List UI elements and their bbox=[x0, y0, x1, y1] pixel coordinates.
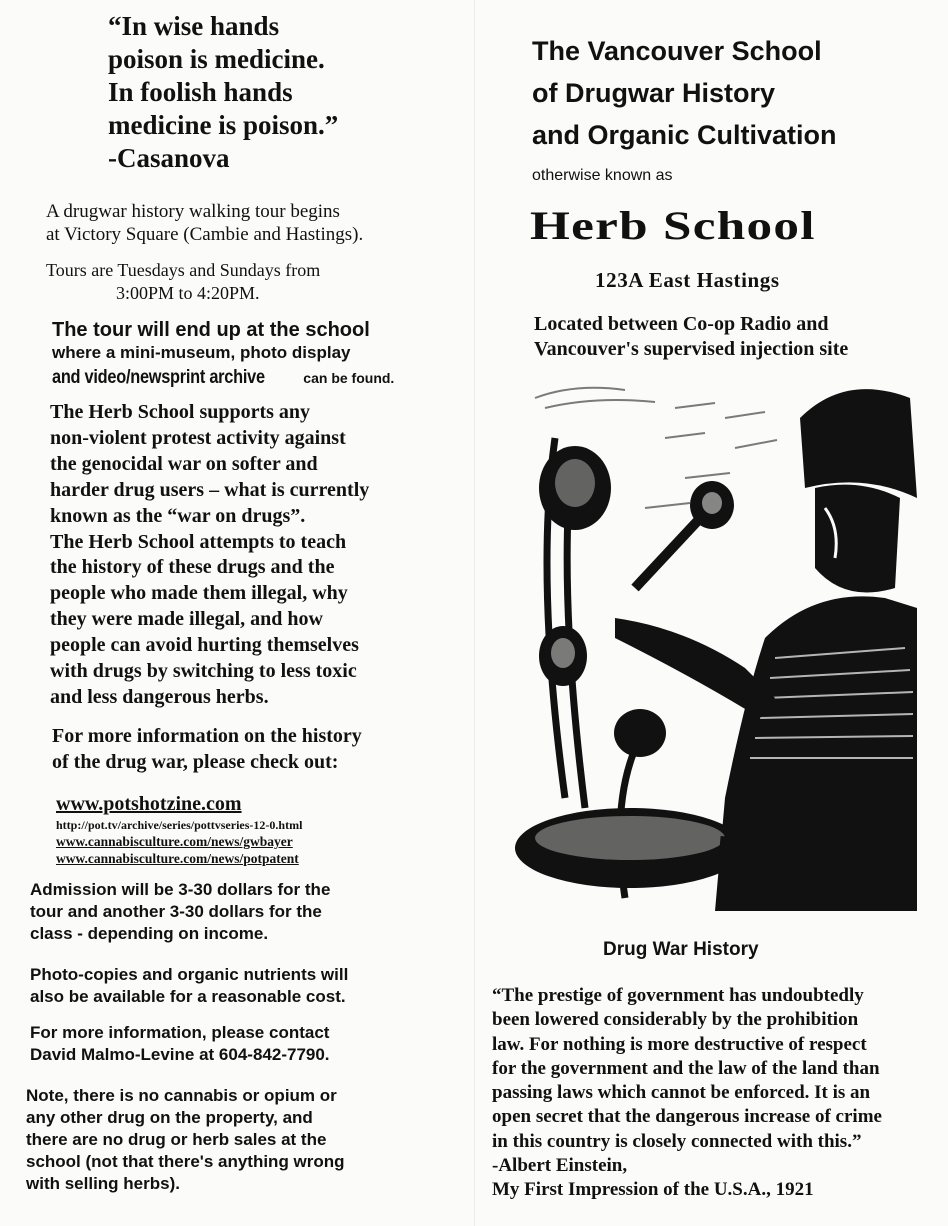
text-line: also be available for a reasonable cost. bbox=[30, 987, 346, 1006]
quote-attribution: -Albert Einstein, bbox=[492, 1155, 628, 1177]
tour-times-text bbox=[46, 259, 320, 305]
text-line: The tour will end up at the school bbox=[52, 319, 370, 341]
text-line: Photo-copies and organic nutrients will bbox=[30, 965, 349, 984]
text-line: the genocidal war on softer and bbox=[50, 452, 318, 475]
text-line: known as the “war on drugs”. bbox=[50, 504, 306, 527]
text-line: where a mini-museum, photo display bbox=[52, 343, 351, 362]
text-line: 3:00PM to 4:20PM. bbox=[116, 283, 260, 303]
text-line: Note, there is no cannabis or opium or bbox=[26, 1086, 337, 1105]
tour-end-text bbox=[52, 318, 394, 391]
text-line: they were made illegal, and how bbox=[50, 608, 323, 631]
text-line: class - depending on income. bbox=[30, 924, 269, 943]
pottv-link[interactable]: http://pot.tv/archive/series/pottvseries-12-0.html bbox=[56, 818, 303, 832]
text-line: Admission will be 3-30 dollars for the bbox=[30, 880, 331, 899]
photocopies-text bbox=[30, 964, 348, 1008]
text-line: A drugwar history walking tour begins bbox=[46, 201, 340, 222]
text-line: people can avoid hurting themselves bbox=[50, 634, 359, 657]
text-line: law. For nothing is more destructive of respect bbox=[492, 1033, 867, 1055]
text-line bbox=[52, 364, 394, 391]
woodcut-illustration bbox=[515, 378, 917, 911]
text-line: with selling herbs). bbox=[26, 1174, 180, 1193]
title-line: and Organic Cultivation bbox=[532, 120, 837, 150]
admission-text bbox=[30, 879, 330, 945]
text-line: with drugs by switching to less toxic bbox=[50, 660, 357, 683]
text-line: The Herb School supports any bbox=[50, 401, 311, 423]
text-line: Located between Co-op Radio and bbox=[534, 313, 829, 335]
text-line: David Malmo-Levine at 604-842-7790. bbox=[30, 1045, 330, 1064]
text-line: in this country is closely connected with this.” bbox=[492, 1130, 862, 1152]
location-text bbox=[534, 312, 848, 362]
einstein-quote bbox=[492, 984, 882, 1203]
text-line: harder drug users – what is currently bbox=[50, 478, 370, 501]
text-line: Vancouver's supervised injection site bbox=[534, 338, 849, 360]
address-text: 123A East Hastings bbox=[595, 268, 780, 292]
text-line: tour and another 3-30 dollars for the bbox=[30, 902, 322, 921]
text-line: school (not that there's anything wrong bbox=[26, 1152, 345, 1171]
potshotzine-link[interactable]: www.potshotzine.com bbox=[56, 793, 242, 815]
text-line: of the drug war, please check out: bbox=[52, 751, 339, 773]
quote-line: medicine is poison.” bbox=[108, 110, 339, 140]
aka-text: otherwise known as bbox=[532, 167, 673, 184]
title-line: The Vancouver School bbox=[532, 36, 822, 66]
text-line: been lowered considerably by the prohibition bbox=[492, 1009, 859, 1031]
school-title bbox=[532, 30, 837, 156]
text-line: passing laws which cannot be enforced. It is an bbox=[492, 1082, 871, 1104]
archive-phrase: and video/newsprint archive bbox=[52, 367, 265, 388]
text-fragment: can be found. bbox=[299, 370, 395, 386]
text-line: at Victory Square (Cambie and Hastings). bbox=[46, 224, 364, 245]
text-line: and less dangerous herbs. bbox=[50, 685, 269, 708]
quote-source: My First Impression of the U.S.A., 1921 bbox=[492, 1179, 814, 1201]
text-line: Tours are Tuesdays and Sundays from bbox=[46, 260, 321, 280]
quote-line: poison is medicine. bbox=[108, 44, 325, 74]
image-caption: Drug War History bbox=[603, 939, 759, 960]
text-line: For more information on the history bbox=[52, 725, 362, 747]
casanova-quote bbox=[108, 10, 338, 175]
contact-text bbox=[30, 1022, 330, 1066]
herb-school-heading: Herb School bbox=[530, 203, 816, 248]
text-line: for the government and the law of the land than bbox=[492, 1057, 880, 1079]
tour-start-text bbox=[46, 200, 363, 246]
note-text bbox=[26, 1085, 345, 1195]
quote-line: In foolish hands bbox=[108, 77, 293, 107]
links-list bbox=[56, 792, 302, 867]
text-line: the history of these drugs and the bbox=[50, 556, 335, 579]
fold-line bbox=[474, 0, 475, 1226]
text-line: The Herb School attempts to teach bbox=[50, 530, 347, 553]
title-line: of Drugwar History bbox=[532, 78, 776, 108]
text-line: any other drug on the property, and bbox=[26, 1108, 313, 1127]
text-line: open secret that the dangerous increase of crime bbox=[492, 1106, 882, 1128]
text-line: people who made them illegal, why bbox=[50, 582, 348, 605]
potpatent-link[interactable]: www.cannabisculture.com/news/potpatent bbox=[56, 851, 299, 866]
text-line: non-violent protest activity against bbox=[50, 426, 346, 449]
support-paragraph bbox=[50, 400, 369, 711]
more-info-text bbox=[52, 723, 362, 775]
text-line: “The prestige of government has undoubtedly bbox=[492, 985, 864, 1006]
text-line: For more information, please contact bbox=[30, 1023, 330, 1042]
quote-line: “In wise hands bbox=[108, 11, 280, 41]
quote-attribution: -Casanova bbox=[108, 143, 230, 173]
text-line: there are no drug or herb sales at the bbox=[26, 1130, 327, 1149]
gwbayer-link[interactable]: www.cannabisculture.com/news/gwbayer bbox=[56, 834, 293, 849]
